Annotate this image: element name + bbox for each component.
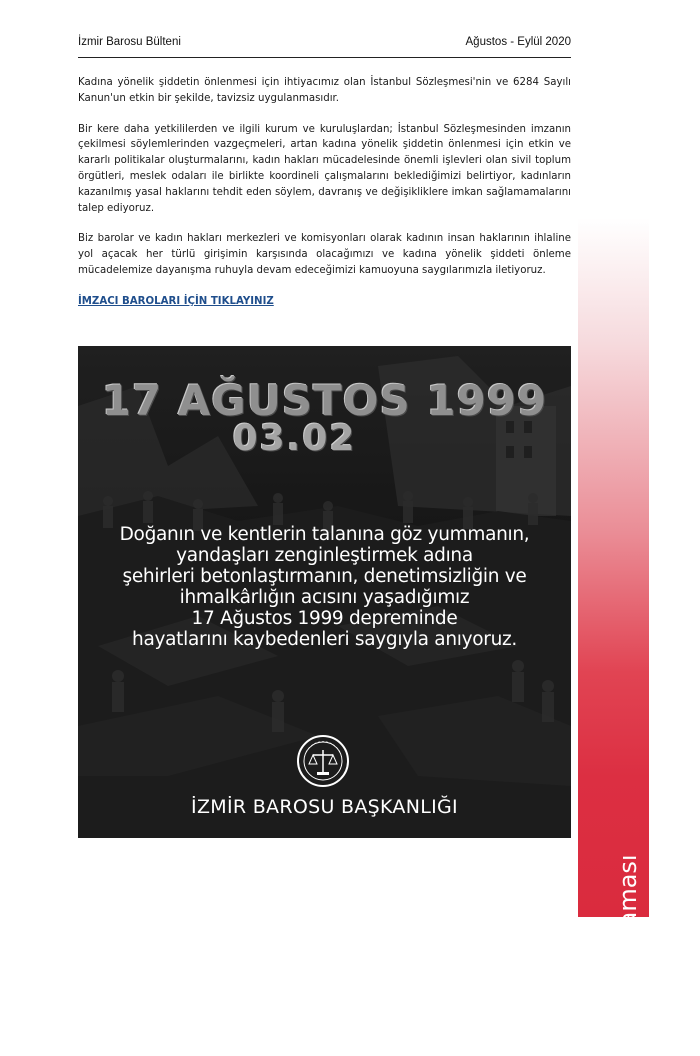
poster-message-line: Doğanın ve kentlerin talanına göz yummanın, xyxy=(119,524,530,545)
article-body xyxy=(78,75,571,310)
section-sidebar xyxy=(578,218,649,1056)
poster-message xyxy=(98,524,551,650)
paragraph-1: Kadına yönelik şiddetin önlenmesi için ihtiyacımız olan İstanbul Sözleşmesi'nin ve 6284 Sayılı Kanun'un etkin bir şekilde, tavizsiz uygulanmasıdır. xyxy=(78,77,571,104)
bar-association-seal-icon xyxy=(296,734,350,788)
poster-date-line-2: 03.02 xyxy=(232,418,357,459)
page-header xyxy=(78,36,571,56)
poster-message-line: ihmalkârlığın acısını yaşadığımız xyxy=(179,587,470,608)
poster-signature: İZMİR BAROSU BAŞKANLIĞI xyxy=(191,796,458,818)
paragraph-2: Bir kere daha yetkililerden ve ilgili kurum ve kuruluşlardan; İstanbul Sözleşmesinden imzanın çekilmesi söylemlerinden vazgeçmeleri, artan kadına yönelik şiddetin önlenmesi için etkin ve kararlı politikalar oluşturmalarını, kadın hakları mücadelesinde önemli işlevleri olan sivil toplum örgütleri, meslek odaları ile birlikte koordineli çalışmalarını beklediğimizi belirtiyor, kadınların kazanılmış yasal haklarını tehdit eden söylem, davranış ve değişikliklere imkan sağlamamalarını talep ediyoruz. xyxy=(78,123,571,214)
memorial-poster xyxy=(78,346,571,838)
section-label: Basın Açıklaması xyxy=(614,854,642,1056)
poster-message-line: yandaşları zenginleştirmek adına xyxy=(176,545,473,566)
poster-message-line: şehirleri betonlaştırmanın, denetimsizliğin ve xyxy=(122,566,527,587)
poster-date-line-1: 17 AĞUSTOS 1999 xyxy=(101,376,548,425)
poster-message-line: 17 Ağustos 1999 depreminde xyxy=(191,608,458,629)
header-divider xyxy=(78,57,571,58)
signatory-bars-link[interactable]: İMZACI BAROLARI İÇİN TIKLAYINIZ xyxy=(78,295,274,307)
issue-date: Ağustos - Eylül 2020 xyxy=(465,36,571,48)
poster-message-line: hayatlarını kaybedenleri saygıyla anıyoruz. xyxy=(132,629,517,650)
publication-title: İzmir Barosu Bülteni xyxy=(78,36,181,48)
paragraph-3: Biz barolar ve kadın hakları merkezleri ve komisyonları olarak kadının insan haklarının ihlaline yol açacak her türlü girişimin karşısında olacağımızı ve kadına yönelik şiddeti önleme mücadelemize dayanışma ruhuyla devam edeceğimizi kamuoyuna saygılarımızla iletiyoruz. xyxy=(78,233,571,276)
